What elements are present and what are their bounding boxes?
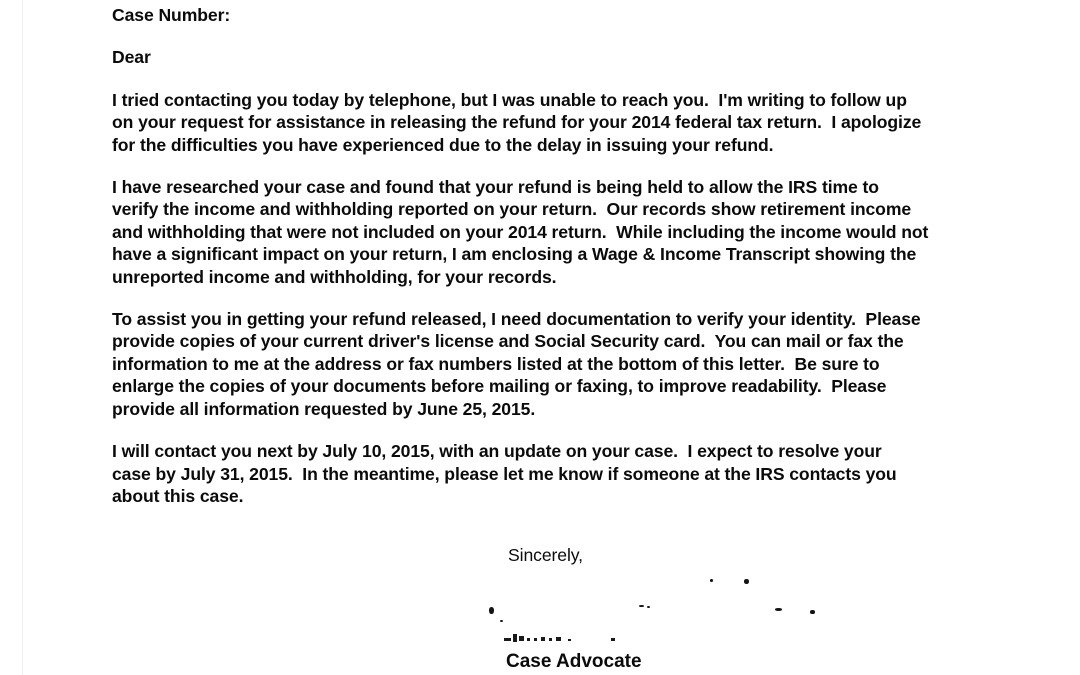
paragraph-2-line-2: verify the income and withholding reported on your return. Our records show retirement income (112, 199, 912, 220)
paragraph-3-line-1: To assist you in getting your refund released, I need documentation to verify your identity. Please (112, 309, 921, 330)
signature-area (508, 544, 978, 664)
paragraph-1-line-2: on your request for assistance in releasing the refund for your 2014 federal tax return. I apologize (112, 112, 922, 133)
paragraph-2-line-1: I have researched your case and found that your refund is being held to allow the IRS time to (112, 177, 879, 198)
redacted-name-fragment (527, 638, 530, 641)
redacted-name-fragment (534, 638, 537, 641)
redacted-signer-name (504, 632, 664, 646)
paragraph-2 (112, 176, 984, 288)
letter-body (112, 4, 984, 527)
spacer-after-salutation (112, 69, 984, 89)
paragraph-4-line-3: about this case. (112, 485, 244, 506)
redacted-name-fragment (556, 637, 561, 641)
signer-title: Case Advocate (506, 651, 642, 672)
scan-speck (810, 610, 815, 614)
paragraph-3-line-3: information to me at the address or fax numbers listed at the bottom of this letter. Be sure to (112, 353, 880, 374)
paragraph-4 (112, 440, 984, 507)
scan-speck (500, 620, 503, 622)
paragraph-4-line-2: case by July 31, 2015. In the meantime, please let me know if someone at the IRS contacts you (112, 463, 897, 484)
paragraph-4-line-1: I will contact you next by July 10, 2015, with an update on your case. I expect to resolve your (112, 441, 882, 462)
paragraph-1 (112, 89, 984, 156)
letter-header (112, 4, 984, 89)
redacted-name-fragment (504, 638, 511, 641)
paragraph-1-line-3: for the difficulties you have experienced due to the delay in issuing your refund. (112, 134, 774, 155)
case-number-line: Case Number: (112, 5, 231, 25)
scan-speck (744, 579, 749, 584)
scan-edge-artifact (22, 0, 23, 675)
redacted-name-fragment (519, 636, 524, 641)
valediction: Sincerely, (508, 545, 583, 565)
closing-block (506, 544, 968, 672)
redacted-name-fragment (568, 639, 571, 641)
paragraph-2-line-4: have a significant impact on your return, I am enclosing a Wage & Income Transcript showing the (112, 244, 917, 265)
redacted-name-fragment (513, 634, 517, 642)
scan-speck (639, 605, 644, 607)
paragraph-3-line-5: provide all information requested by June 25, 2015. (112, 398, 536, 419)
paragraph-3-line-2: provide copies of your current driver's license and Social Security card. You can mail or fax the (112, 331, 904, 352)
paragraph-2-line-5: unreported income and withholding, for your records. (112, 266, 557, 287)
redacted-name-fragment (549, 638, 552, 641)
scan-speck (710, 579, 713, 582)
paragraph-2-line-3: and withholding that were not included on your 2014 return. While including the income would not (112, 221, 929, 242)
scan-speck (489, 607, 494, 614)
redacted-name-fragment (611, 638, 615, 641)
scan-speck (775, 608, 782, 611)
scan-speck (647, 606, 650, 608)
paragraph-3-line-4: enlarge the copies of your documents before mailing or faxing, to improve readability. Please (112, 376, 887, 397)
redacted-name-fragment (541, 637, 545, 641)
salutation-line: Dear (112, 47, 151, 68)
spacer-after-case-number (112, 26, 984, 46)
paragraph-1-line-1: I tried contacting you today by telephone, but I was unable to reach you. I'm writing to follow up (112, 89, 907, 110)
paragraph-3 (112, 308, 984, 420)
